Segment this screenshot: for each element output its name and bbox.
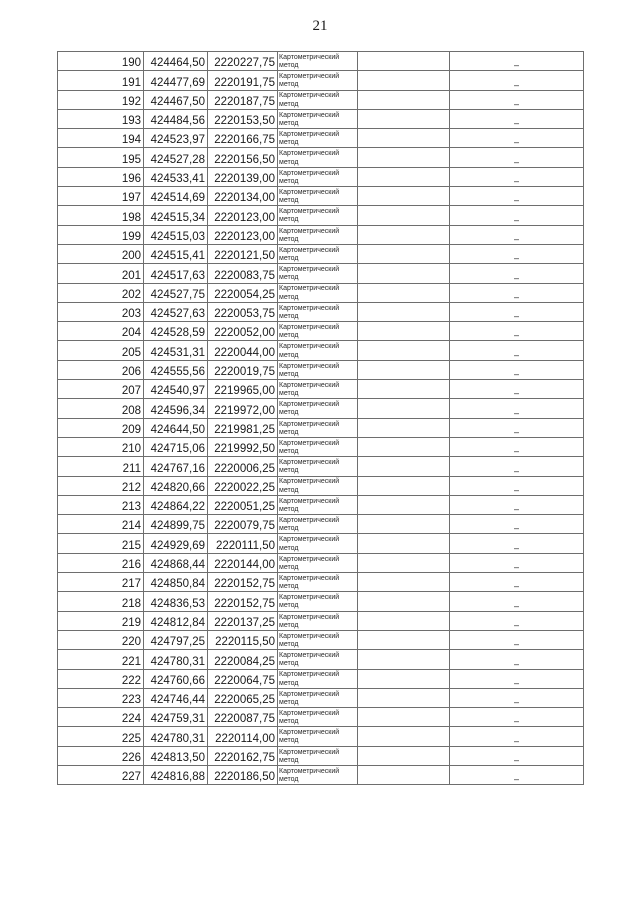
- x-coordinate-cell: 424484,56: [144, 109, 208, 128]
- method-cell: Картометрический метод: [278, 167, 358, 186]
- method-cell: Картометрический метод: [278, 283, 358, 302]
- empty-cell: [358, 283, 450, 302]
- x-coordinate-cell: 424850,84: [144, 573, 208, 592]
- y-coordinate-cell: 2220052,00: [208, 322, 278, 341]
- table-row: [58, 727, 584, 746]
- point-number-cell: 214: [58, 515, 144, 534]
- method-cell: Картометрический метод: [278, 650, 358, 669]
- point-number-cell: 197: [58, 187, 144, 206]
- y-coordinate-cell: 2220186,50: [208, 765, 278, 784]
- y-coordinate-cell: 2220152,75: [208, 592, 278, 611]
- table-row: [58, 708, 584, 727]
- point-number-cell: 195: [58, 148, 144, 167]
- x-coordinate-cell: 424812,84: [144, 611, 208, 630]
- table-row: [58, 553, 584, 572]
- point-number-cell: 213: [58, 495, 144, 514]
- y-coordinate-cell: 2220139,00: [208, 167, 278, 186]
- method-cell: Картометрический метод: [278, 476, 358, 495]
- note-cell: –: [450, 129, 584, 148]
- empty-cell: [358, 553, 450, 572]
- method-cell: Картометрический метод: [278, 746, 358, 765]
- method-cell: Картометрический метод: [278, 225, 358, 244]
- method-cell: Картометрический метод: [278, 515, 358, 534]
- empty-cell: [358, 476, 450, 495]
- y-coordinate-cell: 2219981,25: [208, 418, 278, 437]
- table-row: [58, 746, 584, 765]
- method-cell: Картометрический метод: [278, 573, 358, 592]
- empty-cell: [358, 515, 450, 534]
- point-number-cell: 223: [58, 688, 144, 707]
- method-cell: Картометрический метод: [278, 187, 358, 206]
- empty-cell: [358, 167, 450, 186]
- point-number-cell: 222: [58, 669, 144, 688]
- note-cell: –: [450, 688, 584, 707]
- x-coordinate-cell: 424527,75: [144, 283, 208, 302]
- point-number-cell: 199: [58, 225, 144, 244]
- method-cell: Картометрический метод: [278, 708, 358, 727]
- point-number-cell: 226: [58, 746, 144, 765]
- table-row: [58, 71, 584, 90]
- note-cell: –: [450, 669, 584, 688]
- y-coordinate-cell: 2220084,25: [208, 650, 278, 669]
- point-number-cell: 209: [58, 418, 144, 437]
- point-number-cell: 196: [58, 167, 144, 186]
- y-coordinate-cell: 2220152,75: [208, 573, 278, 592]
- y-coordinate-cell: 2220044,00: [208, 341, 278, 360]
- table-row: [58, 167, 584, 186]
- x-coordinate-cell: 424517,63: [144, 264, 208, 283]
- note-cell: –: [450, 611, 584, 630]
- empty-cell: [358, 630, 450, 649]
- method-cell: Картометрический метод: [278, 322, 358, 341]
- note-cell: –: [450, 71, 584, 90]
- method-cell: Картометрический метод: [278, 399, 358, 418]
- point-number-cell: 208: [58, 399, 144, 418]
- empty-cell: [358, 746, 450, 765]
- empty-cell: [358, 708, 450, 727]
- note-cell: –: [450, 650, 584, 669]
- point-number-cell: 221: [58, 650, 144, 669]
- x-coordinate-cell: 424813,50: [144, 746, 208, 765]
- x-coordinate-cell: 424797,25: [144, 630, 208, 649]
- empty-cell: [358, 399, 450, 418]
- empty-cell: [358, 90, 450, 109]
- note-cell: –: [450, 437, 584, 456]
- y-coordinate-cell: 2220137,25: [208, 611, 278, 630]
- note-cell: –: [450, 52, 584, 71]
- note-cell: –: [450, 225, 584, 244]
- x-coordinate-cell: 424477,69: [144, 71, 208, 90]
- note-cell: –: [450, 302, 584, 321]
- note-cell: –: [450, 534, 584, 553]
- note-cell: –: [450, 322, 584, 341]
- point-number-cell: 211: [58, 457, 144, 476]
- empty-cell: [358, 360, 450, 379]
- table-row: [58, 322, 584, 341]
- empty-cell: [358, 71, 450, 90]
- empty-cell: [358, 457, 450, 476]
- x-coordinate-cell: 424868,44: [144, 553, 208, 572]
- table-row: [58, 129, 584, 148]
- table-row: [58, 476, 584, 495]
- point-number-cell: 198: [58, 206, 144, 225]
- x-coordinate-cell: 424467,50: [144, 90, 208, 109]
- point-number-cell: 227: [58, 765, 144, 784]
- y-coordinate-cell: 2220079,75: [208, 515, 278, 534]
- method-cell: Картометрический метод: [278, 437, 358, 456]
- x-coordinate-cell: 424596,34: [144, 399, 208, 418]
- point-number-cell: 194: [58, 129, 144, 148]
- x-coordinate-cell: 424528,59: [144, 322, 208, 341]
- empty-cell: [358, 322, 450, 341]
- x-coordinate-cell: 424746,44: [144, 688, 208, 707]
- point-number-cell: 215: [58, 534, 144, 553]
- table-row: [58, 534, 584, 553]
- y-coordinate-cell: 2220022,25: [208, 476, 278, 495]
- table-row: [58, 630, 584, 649]
- x-coordinate-cell: 424644,50: [144, 418, 208, 437]
- empty-cell: [358, 592, 450, 611]
- y-coordinate-cell: 2220123,00: [208, 225, 278, 244]
- note-cell: –: [450, 765, 584, 784]
- y-coordinate-cell: 2220019,75: [208, 360, 278, 379]
- point-number-cell: 212: [58, 476, 144, 495]
- y-coordinate-cell: 2220191,75: [208, 71, 278, 90]
- note-cell: –: [450, 630, 584, 649]
- x-coordinate-cell: 424780,31: [144, 727, 208, 746]
- note-cell: –: [450, 399, 584, 418]
- method-cell: Картометрический метод: [278, 380, 358, 399]
- y-coordinate-cell: 2220187,75: [208, 90, 278, 109]
- y-coordinate-cell: 2220144,00: [208, 553, 278, 572]
- empty-cell: [358, 688, 450, 707]
- x-coordinate-cell: 424760,66: [144, 669, 208, 688]
- table-row: [58, 495, 584, 514]
- empty-cell: [358, 244, 450, 263]
- empty-cell: [358, 187, 450, 206]
- empty-cell: [358, 109, 450, 128]
- x-coordinate-cell: 424514,69: [144, 187, 208, 206]
- method-cell: Картометрический метод: [278, 688, 358, 707]
- method-cell: Картометрический метод: [278, 765, 358, 784]
- note-cell: –: [450, 573, 584, 592]
- y-coordinate-cell: 2220111,50: [208, 534, 278, 553]
- empty-cell: [358, 206, 450, 225]
- x-coordinate-cell: 424527,63: [144, 302, 208, 321]
- note-cell: –: [450, 418, 584, 437]
- point-number-cell: 201: [58, 264, 144, 283]
- point-number-cell: 216: [58, 553, 144, 572]
- coordinates-table-body: [58, 52, 584, 785]
- y-coordinate-cell: 2220064,75: [208, 669, 278, 688]
- method-cell: Картометрический метод: [278, 302, 358, 321]
- empty-cell: [358, 534, 450, 553]
- y-coordinate-cell: 2219992,50: [208, 437, 278, 456]
- note-cell: –: [450, 746, 584, 765]
- table-row: [58, 418, 584, 437]
- method-cell: Картометрический метод: [278, 109, 358, 128]
- empty-cell: [358, 341, 450, 360]
- point-number-cell: 203: [58, 302, 144, 321]
- empty-cell: [358, 765, 450, 784]
- x-coordinate-cell: 424523,97: [144, 129, 208, 148]
- point-number-cell: 224: [58, 708, 144, 727]
- point-number-cell: 190: [58, 52, 144, 71]
- table-row: [58, 592, 584, 611]
- note-cell: –: [450, 592, 584, 611]
- empty-cell: [358, 573, 450, 592]
- y-coordinate-cell: 2219972,00: [208, 399, 278, 418]
- table-row: [58, 302, 584, 321]
- table-row: [58, 437, 584, 456]
- note-cell: –: [450, 264, 584, 283]
- x-coordinate-cell: 424515,03: [144, 225, 208, 244]
- table-row: [58, 611, 584, 630]
- method-cell: Картометрический метод: [278, 592, 358, 611]
- y-coordinate-cell: 2220051,25: [208, 495, 278, 514]
- x-coordinate-cell: 424715,06: [144, 437, 208, 456]
- point-number-cell: 207: [58, 380, 144, 399]
- y-coordinate-cell: 2220162,75: [208, 746, 278, 765]
- empty-cell: [358, 418, 450, 437]
- table-row: [58, 148, 584, 167]
- table-row: [58, 264, 584, 283]
- table-row: [58, 283, 584, 302]
- empty-cell: [358, 225, 450, 244]
- method-cell: Картометрический метод: [278, 727, 358, 746]
- y-coordinate-cell: 2220065,25: [208, 688, 278, 707]
- x-coordinate-cell: 424515,41: [144, 244, 208, 263]
- empty-cell: [358, 380, 450, 399]
- empty-cell: [358, 611, 450, 630]
- point-number-cell: 200: [58, 244, 144, 263]
- table-row: [58, 650, 584, 669]
- note-cell: –: [450, 341, 584, 360]
- x-coordinate-cell: 424540,97: [144, 380, 208, 399]
- table-row: [58, 244, 584, 263]
- point-number-cell: 202: [58, 283, 144, 302]
- y-coordinate-cell: 2220083,75: [208, 264, 278, 283]
- point-number-cell: 191: [58, 71, 144, 90]
- table-row: [58, 688, 584, 707]
- method-cell: Картометрический метод: [278, 206, 358, 225]
- point-number-cell: 220: [58, 630, 144, 649]
- y-coordinate-cell: 2220134,00: [208, 187, 278, 206]
- method-cell: Картометрический метод: [278, 129, 358, 148]
- y-coordinate-cell: 2220006,25: [208, 457, 278, 476]
- coordinates-table: [57, 51, 584, 785]
- note-cell: –: [450, 476, 584, 495]
- x-coordinate-cell: 424555,56: [144, 360, 208, 379]
- empty-cell: [358, 52, 450, 71]
- y-coordinate-cell: 2220115,50: [208, 630, 278, 649]
- note-cell: –: [450, 90, 584, 109]
- y-coordinate-cell: 2220114,00: [208, 727, 278, 746]
- table-row: [58, 573, 584, 592]
- note-cell: –: [450, 727, 584, 746]
- method-cell: Картометрический метод: [278, 457, 358, 476]
- x-coordinate-cell: 424899,75: [144, 515, 208, 534]
- note-cell: –: [450, 167, 584, 186]
- empty-cell: [358, 129, 450, 148]
- table-row: [58, 360, 584, 379]
- empty-cell: [358, 148, 450, 167]
- method-cell: Картометрический метод: [278, 148, 358, 167]
- point-number-cell: 225: [58, 727, 144, 746]
- y-coordinate-cell: 2220166,75: [208, 129, 278, 148]
- method-cell: Картометрический метод: [278, 71, 358, 90]
- y-coordinate-cell: 2219965,00: [208, 380, 278, 399]
- method-cell: Картометрический метод: [278, 611, 358, 630]
- x-coordinate-cell: 424527,28: [144, 148, 208, 167]
- point-number-cell: 192: [58, 90, 144, 109]
- x-coordinate-cell: 424533,41: [144, 167, 208, 186]
- x-coordinate-cell: 424816,88: [144, 765, 208, 784]
- y-coordinate-cell: 2220054,25: [208, 283, 278, 302]
- method-cell: Картометрический метод: [278, 52, 358, 71]
- table-row: [58, 515, 584, 534]
- y-coordinate-cell: 2220087,75: [208, 708, 278, 727]
- empty-cell: [358, 302, 450, 321]
- method-cell: Картометрический метод: [278, 90, 358, 109]
- method-cell: Картометрический метод: [278, 669, 358, 688]
- point-number-cell: 219: [58, 611, 144, 630]
- method-cell: Картометрический метод: [278, 495, 358, 514]
- method-cell: Картометрический метод: [278, 630, 358, 649]
- note-cell: –: [450, 206, 584, 225]
- method-cell: Картометрический метод: [278, 418, 358, 437]
- note-cell: –: [450, 109, 584, 128]
- note-cell: –: [450, 360, 584, 379]
- point-number-cell: 217: [58, 573, 144, 592]
- point-number-cell: 210: [58, 437, 144, 456]
- method-cell: Картометрический метод: [278, 534, 358, 553]
- empty-cell: [358, 264, 450, 283]
- empty-cell: [358, 650, 450, 669]
- note-cell: –: [450, 515, 584, 534]
- x-coordinate-cell: 424464,50: [144, 52, 208, 71]
- x-coordinate-cell: 424767,16: [144, 457, 208, 476]
- note-cell: –: [450, 187, 584, 206]
- table-row: [58, 225, 584, 244]
- table-row: [58, 187, 584, 206]
- table-row: [58, 52, 584, 71]
- x-coordinate-cell: 424864,22: [144, 495, 208, 514]
- empty-cell: [358, 669, 450, 688]
- empty-cell: [358, 495, 450, 514]
- y-coordinate-cell: 2220053,75: [208, 302, 278, 321]
- page-number: 21: [312, 18, 328, 34]
- note-cell: –: [450, 553, 584, 572]
- point-number-cell: 205: [58, 341, 144, 360]
- empty-cell: [358, 437, 450, 456]
- empty-cell: [358, 727, 450, 746]
- y-coordinate-cell: 2220227,75: [208, 52, 278, 71]
- table-row: [58, 206, 584, 225]
- y-coordinate-cell: 2220156,50: [208, 148, 278, 167]
- note-cell: –: [450, 708, 584, 727]
- x-coordinate-cell: 424820,66: [144, 476, 208, 495]
- x-coordinate-cell: 424836,53: [144, 592, 208, 611]
- y-coordinate-cell: 2220123,00: [208, 206, 278, 225]
- note-cell: –: [450, 457, 584, 476]
- point-number-cell: 218: [58, 592, 144, 611]
- point-number-cell: 193: [58, 109, 144, 128]
- table-row: [58, 457, 584, 476]
- method-cell: Картометрический метод: [278, 264, 358, 283]
- method-cell: Картометрический метод: [278, 244, 358, 263]
- table-row: [58, 765, 584, 784]
- table-row: [58, 90, 584, 109]
- table-row: [58, 669, 584, 688]
- method-cell: Картометрический метод: [278, 341, 358, 360]
- table-row: [58, 399, 584, 418]
- y-coordinate-cell: 2220121,50: [208, 244, 278, 263]
- method-cell: Картометрический метод: [278, 360, 358, 379]
- table-row: [58, 109, 584, 128]
- x-coordinate-cell: 424759,31: [144, 708, 208, 727]
- x-coordinate-cell: 424515,34: [144, 206, 208, 225]
- table-row: [58, 341, 584, 360]
- table-row: [58, 380, 584, 399]
- note-cell: –: [450, 495, 584, 514]
- point-number-cell: 206: [58, 360, 144, 379]
- point-number-cell: 204: [58, 322, 144, 341]
- x-coordinate-cell: 424531,31: [144, 341, 208, 360]
- note-cell: –: [450, 380, 584, 399]
- x-coordinate-cell: 424929,69: [144, 534, 208, 553]
- x-coordinate-cell: 424780,31: [144, 650, 208, 669]
- y-coordinate-cell: 2220153,50: [208, 109, 278, 128]
- method-cell: Картометрический метод: [278, 553, 358, 572]
- note-cell: –: [450, 244, 584, 263]
- note-cell: –: [450, 283, 584, 302]
- note-cell: –: [450, 148, 584, 167]
